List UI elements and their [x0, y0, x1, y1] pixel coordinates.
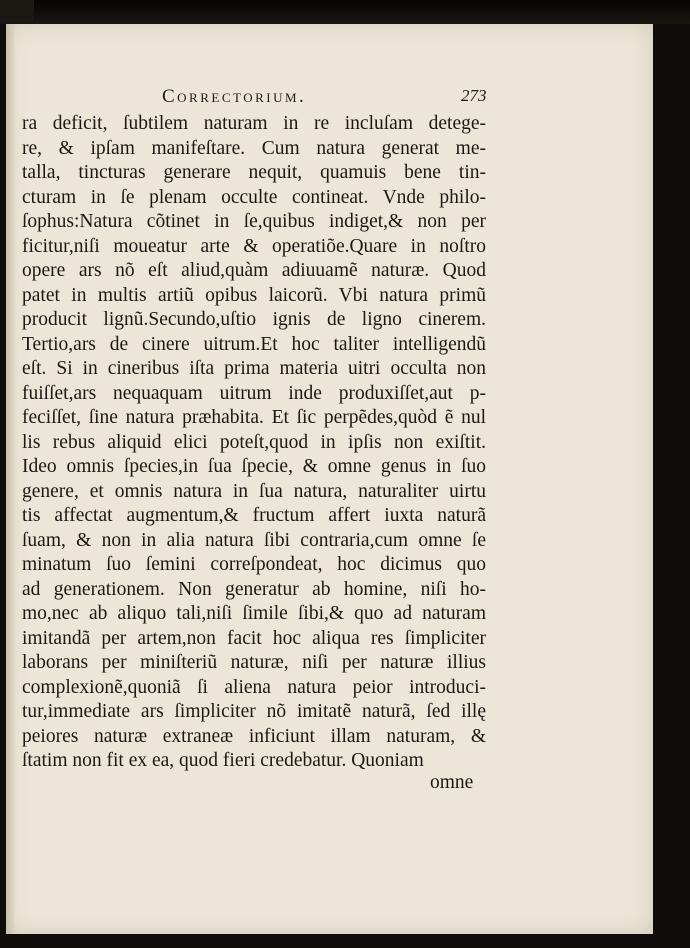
text-line: ſophus:Natura cõtinet in ſe,quibus indiget,& non per — [22, 211, 486, 232]
catchword: omne — [430, 772, 474, 793]
text-line: Tertio,ars de cinere uitrum.Et hoc taliter intelligendũ — [22, 333, 486, 355]
text-line: imitandã per artem,non facit hoc aliqua res ſimpliciter — [22, 627, 486, 649]
text-line: minatum ſuo ſemini correſpondeat, hoc dicimus quo — [22, 554, 486, 575]
text-line: opere ars nõ eſt aliud,quàm adiuuamẽ naturæ. Quod — [22, 260, 486, 281]
text-line: producit lignũ.Secundo,uſtio ignis de ligno cinerem. — [22, 309, 486, 330]
text-line: ad generationem. Non generatur ab homine, niſi ho- — [22, 578, 486, 600]
text-line: talla, tincturas generare nequit, quamuis bene tin- — [22, 162, 486, 183]
text-line: eſt. Si in cineribus iſta prima materia uitri occulta non — [22, 358, 486, 379]
scan-corner-mark — [0, 0, 34, 22]
text-line: ra deficit, ſubtilem naturam in re incluſam detege- — [22, 113, 486, 134]
text-line: feciſſet, ſine natura præhabita. Et ſic perpẽdes,quòd ẽ nul — [22, 407, 486, 428]
text-line: Ideo omnis ſpecies,in ſua ſpecie, & omne genus in ſuo — [22, 456, 486, 477]
scan-top-shadow — [0, 0, 690, 24]
text-line: tur,immediate ars ſimpliciter nõ imitatẽ naturã, ſed illę — [22, 701, 486, 722]
text-line: cturam in ſe plenam occulte contineat. Vnde philo- — [22, 186, 486, 208]
page-gutter-shadow — [6, 24, 16, 934]
text-line: peiores naturæ extraneæ inficiunt illam naturam, & — [22, 725, 486, 747]
text-line: laborans per miniſteriũ naturæ, niſi per naturæ illius — [22, 652, 486, 673]
text-line: ſuam, & non in alia natura ſibi contraria,cum omne ſe — [22, 529, 486, 551]
text-line: mo,nec ab aliquo tali,niſi ſimile ſibi,& quo ad naturam — [22, 603, 486, 624]
running-title: Correctorium. — [162, 86, 307, 107]
page-number: 273 — [461, 86, 487, 105]
text-line: ſtatim non fit ex ea, quod fieri credebatur. Quoniam — [22, 750, 424, 771]
text-line: tis affectat augmentum,& fructum affert iuxta naturã — [22, 505, 486, 526]
text-line: genere, et omnis natura in ſua natura, naturaliter uirtu — [22, 480, 486, 502]
text-block — [22, 112, 486, 774]
text-line: complexionẽ,quoniã ſi aliena natura peior introduci- — [22, 676, 486, 698]
text-line: lis rebus aliquid elici poteſt,quod in ipſis non exiſtit. — [22, 431, 486, 453]
text-line: patet in multis artiũ opibus laicorũ. Vbi natura primũ — [22, 284, 486, 306]
text-line: re, & ipſam manifeſtare. Cum natura generat me- — [22, 137, 486, 159]
text-line: fuiſſet,ars nequaquam uitrum inde produxiſſet,aut p- — [22, 382, 486, 404]
text-line: ficitur,niſi moueatur arte & operatiõe.Quare in noſtro — [22, 235, 486, 257]
